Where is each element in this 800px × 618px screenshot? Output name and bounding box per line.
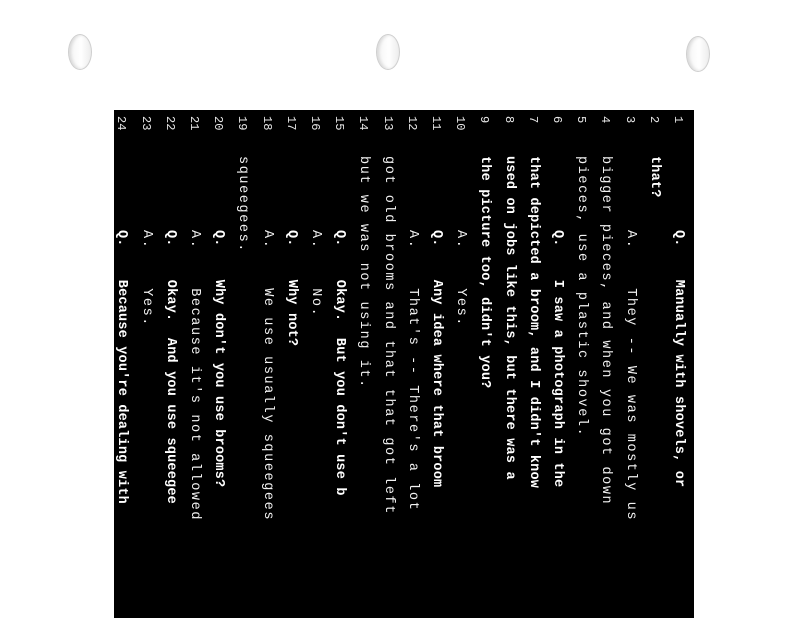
line-number: 20: [211, 116, 226, 131]
transcript-line: [472, 110, 496, 618]
line-text: but we was not using it.: [356, 156, 372, 389]
transcript-line: [114, 110, 133, 618]
transcript-line: [424, 110, 448, 618]
line-text: Q. Any idea where that broom: [429, 230, 444, 488]
transcript-text-block: [114, 110, 694, 618]
line-text: Q. Manually with shovels, or: [671, 230, 686, 488]
line-text: Q. Okay. And you use squeegee: [162, 230, 178, 504]
line-number: 5: [574, 116, 589, 124]
transcript-line: [448, 110, 472, 618]
transcript-line: [593, 110, 617, 618]
line-text: A. We use usually squeegees: [259, 230, 275, 522]
punch-hole-center: [376, 34, 400, 70]
line-text: bigger pieces, and when you got down: [598, 156, 614, 506]
line-text: that?: [646, 156, 662, 198]
line-number: 2: [646, 116, 661, 124]
line-text: the picture too, didn't you?: [477, 156, 493, 389]
line-number: 22: [162, 116, 177, 131]
line-text: A. Yes.: [453, 230, 469, 328]
line-text: got old brooms and that that got left: [380, 156, 396, 515]
line-number: 14: [356, 116, 371, 131]
transcript-line: [158, 110, 182, 618]
line-number: 15: [332, 116, 347, 131]
line-text: Q. Okay. But you don't use b: [332, 230, 348, 496]
line-number: 4: [598, 116, 613, 124]
line-number: 11: [429, 116, 443, 131]
line-text: Q. Why not?: [283, 230, 299, 347]
transcript-line: [327, 110, 351, 618]
transcript-line: [569, 110, 593, 618]
transcript-line: [400, 110, 424, 618]
line-text: Q. I saw a photograph in the: [550, 230, 565, 488]
line-text: squeegees.: [235, 156, 251, 254]
line-text: pieces, use a plastic shovel.: [574, 156, 590, 438]
line-number: 24: [114, 116, 129, 131]
line-number: 1: [671, 116, 685, 124]
line-number: 17: [283, 116, 298, 131]
line-text: used on jobs like this, but there was a: [501, 156, 517, 480]
line-number: 9: [477, 116, 492, 124]
line-number: 18: [259, 116, 274, 131]
transcript-line: [254, 110, 278, 618]
transcript-line: [230, 110, 254, 618]
line-number: 10: [453, 116, 468, 131]
transcript-line: [133, 110, 157, 618]
transcript-line: [351, 110, 375, 618]
transcript-line: [496, 110, 520, 618]
line-number: 6: [550, 116, 564, 124]
transcript-line: [182, 110, 206, 618]
transcript-line: [617, 110, 641, 618]
line-text: Q. Why don't you use brooms?: [211, 230, 227, 488]
line-text: A. No.: [308, 230, 323, 318]
line-text: that depicted a broom, and I didn't know: [525, 156, 541, 489]
line-number: 21: [187, 116, 201, 131]
transcript-line: [375, 110, 399, 618]
line-number: 12: [404, 116, 419, 131]
line-text: Q. Because you're dealing with: [114, 230, 130, 504]
line-number: 16: [308, 116, 322, 131]
line-number: 13: [380, 116, 395, 131]
punch-hole-left: [68, 34, 92, 70]
line-number: 7: [525, 116, 540, 124]
transcript-line: [206, 110, 230, 618]
line-number: 19: [235, 116, 250, 131]
transcript-line: [303, 110, 327, 618]
transcript-line: [666, 110, 690, 618]
line-number: 23: [138, 116, 153, 131]
transcript-page: [114, 110, 694, 618]
line-text: A. They -- We was mostly us: [622, 230, 638, 522]
punch-hole-right: [686, 36, 710, 72]
transcript-line: [545, 110, 569, 618]
line-text: A. That's -- There's a lot: [404, 230, 420, 512]
transcript-line: [642, 110, 666, 618]
line-text: A. Because it's not allowed: [187, 230, 202, 522]
line-number: 3: [622, 116, 637, 124]
transcript-line: [521, 110, 545, 618]
line-text: A. Yes.: [138, 230, 154, 328]
transcript-line: [279, 110, 303, 618]
line-number: 8: [501, 116, 516, 124]
